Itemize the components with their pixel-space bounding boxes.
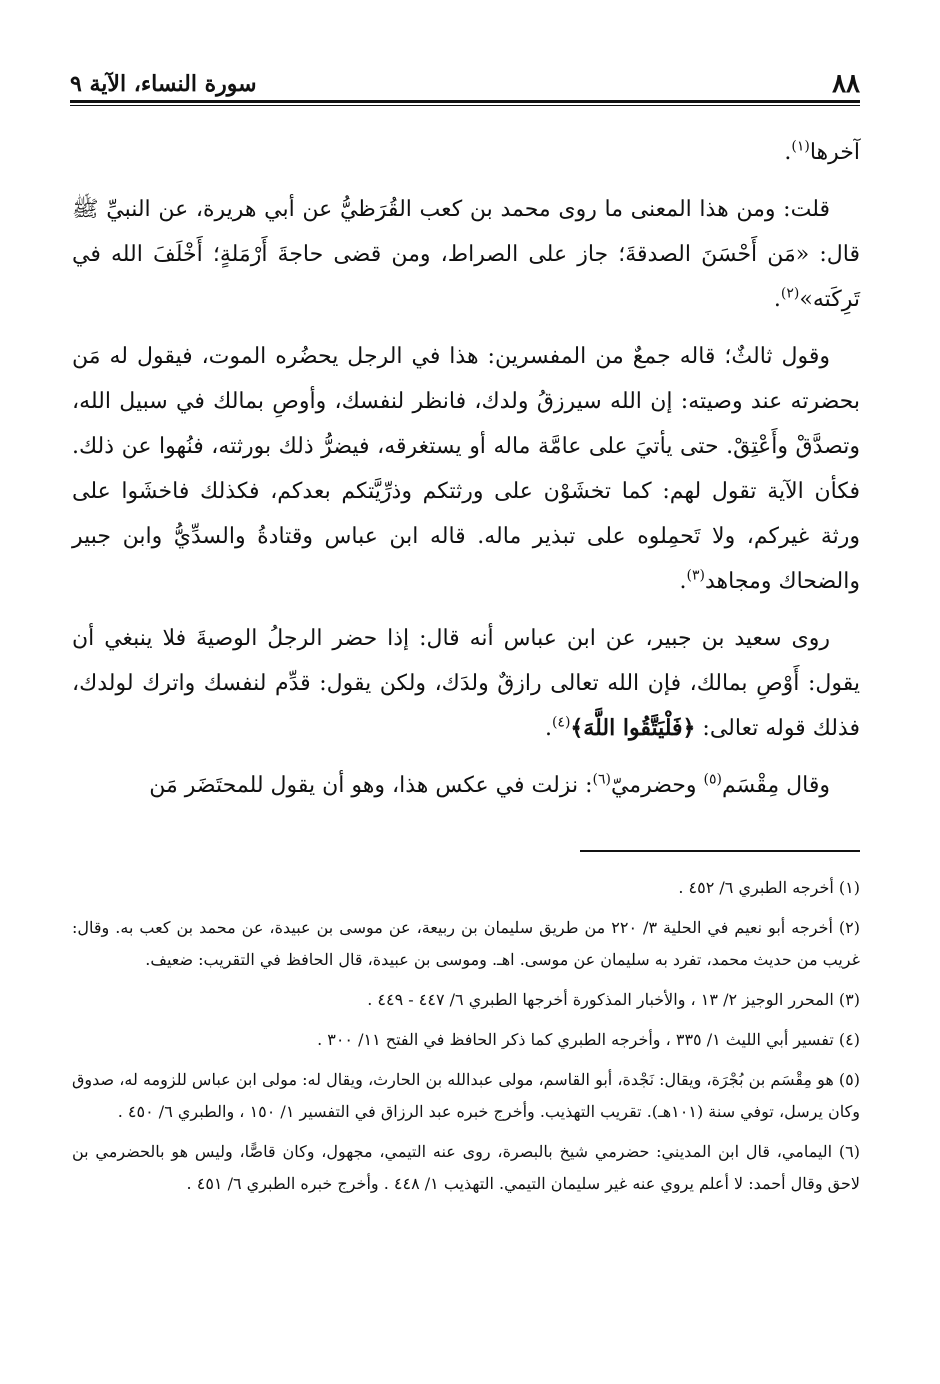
paragraph-text: قلت: ومن هذا المعنى ما روى محمد بن كعب القُرَظيُّ عن أبي هريرة، عن النبيِّ ﷺ قال: «مَن أَحْسَنَ الصدقةَ؛ جاز على الصراط، ومن قضى حاجةَ أَرْمَلةٍ؛ أَخْلَفَ الله في تَرِكَته»	[72, 197, 860, 312]
footnote-separator	[580, 850, 860, 852]
paragraph-end: .	[773, 287, 781, 312]
paragraph-text: وقال مِقْسَم	[721, 773, 830, 798]
paragraph-end: .	[784, 140, 792, 165]
footnote-1: (١) أخرجه الطبري ٦/ ٤٥٢ .	[678, 878, 860, 897]
footnote-ref: (٥)	[703, 771, 722, 788]
paragraph-text: آخرها	[809, 140, 860, 165]
footnote-ref: (١)	[791, 138, 810, 155]
footnote-6: (٦) اليمامي، قال ابن المديني: حضرمي شيخ بالبصرة، روى عنه التيمي، مجهول، وكان قاصًّا، وليس هو بالحضرمي بن لاحق وقال أحمد: لا أعلم يروي عنه غير سليمان التيمي. التهذيب ١/ ٤٤٨ . وأخرج خبره الطبري ٦/ ٤٥١ .	[72, 1142, 861, 1193]
paragraph-end: .	[544, 716, 552, 741]
paragraph-text: وقول ثالثٌ؛ قاله جمعٌ من المفسرين: هذا في الرجل يحضُره الموت، فيقول له مَن بحضرته عند وصيته: إن الله سيرزقُ ولدك، فانظر لنفسك، وأوصِ بمالك في سبيل الله، وتصدَّقْ وأَعْتِقْ. حتى يأتيَ على عامَّة ماله أو يستغرقه، فيضرُّ ذلك بورثته، فنُهوا عن ذلك. فكأن الآية تقول لهم: كما تخشَوْن على ورثتكم وذرِّيَّتكم بعدكم، فكذلك فاخشَوا على ورثة غيركم، ولا تَحمِلوه على تبذير ماله. قاله ابن عباس وقتادةُ والسدِّيُّ وابن جبير والضحاك ومجاهد	[72, 344, 860, 594]
footnote-ref: (٦)	[592, 771, 611, 788]
main-text	[72, 130, 860, 820]
paragraph-4	[72, 616, 860, 751]
footnote-2: (٢) أخرجه أبو نعيم في الحلية ٣/ ٢٢٠ من طريق سليمان بن ربيعة، عن موسى بن عبيدة، عن محمد بن كعب به. وقال: غريب من حديث محمد، تفرد به سليمان عن موسى. اهـ. وموسى بن عبيدة، قال الحافظ في التقريب: ضعيف.	[72, 918, 860, 969]
footnote-ref: (٤)	[551, 714, 571, 731]
paragraph-5	[72, 763, 860, 808]
page-number: ٨٨	[832, 69, 860, 99]
footnote-4: (٤) تفسير أبي الليث ١/ ٣٣٥ ، وأخرجه الطبري كما ذكر الحافظ في الفتح ١١/ ٣٠٠ .	[317, 1030, 860, 1049]
running-title: سورة النساء، الآية ٩	[70, 71, 257, 97]
paragraph-3	[72, 334, 860, 604]
paragraph-1	[72, 130, 860, 175]
paragraph-text: روى سعيد بن جبير، عن ابن عباس أنه قال: إذا حضر الرجلُ الوصيةَ فلا ينبغي أن يقول: أَوْصِ بمالك، فإن الله تعالى رازقٌ ولدَك، ولكن يقول: قدِّم لنفسك واترك لولدك، فذلك قوله تعالى:	[72, 626, 860, 741]
footnote-3: (٣) المحرر الوجيز ٢/ ١٣ ، والأخبار المذكورة أخرجها الطبري ٦/ ٤٤٧ - ٤٤٩ .	[367, 990, 860, 1009]
paragraph-end: .	[679, 569, 687, 594]
paragraph-2	[72, 187, 860, 322]
footnote-ref: (٢)	[780, 285, 800, 302]
footnotes	[72, 872, 860, 1208]
paragraph-text: : نزلت في عكس هذا، وهو أن يقول للمحتَضَر مَن	[149, 773, 593, 798]
page-header	[70, 62, 860, 98]
quran-quote: ﴿فَلْيَتَّقُوا اللَّهَ﴾	[570, 715, 696, 741]
header-rule	[70, 100, 860, 103]
header-rule-thin	[70, 105, 860, 106]
footnote-ref: (٣)	[686, 567, 705, 584]
paragraph-text: وحضرميّ	[610, 773, 704, 798]
footnote-5: (٥) هو مِقْسَم بن بُجْرَة، ويقال: نَجْدة، أبو القاسم، مولى عبدالله بن الحارث، ويقال له: مولى ابن عباس للزومه له، صدوق وكان يرسل، توفي سنة (١٠١هـ). تقريب التهذيب. وأخرج خبره عبد الرزاق في التفسير ١/ ١٥٠ ، والطبري ٦/ ٤٥٠ .	[72, 1070, 860, 1121]
